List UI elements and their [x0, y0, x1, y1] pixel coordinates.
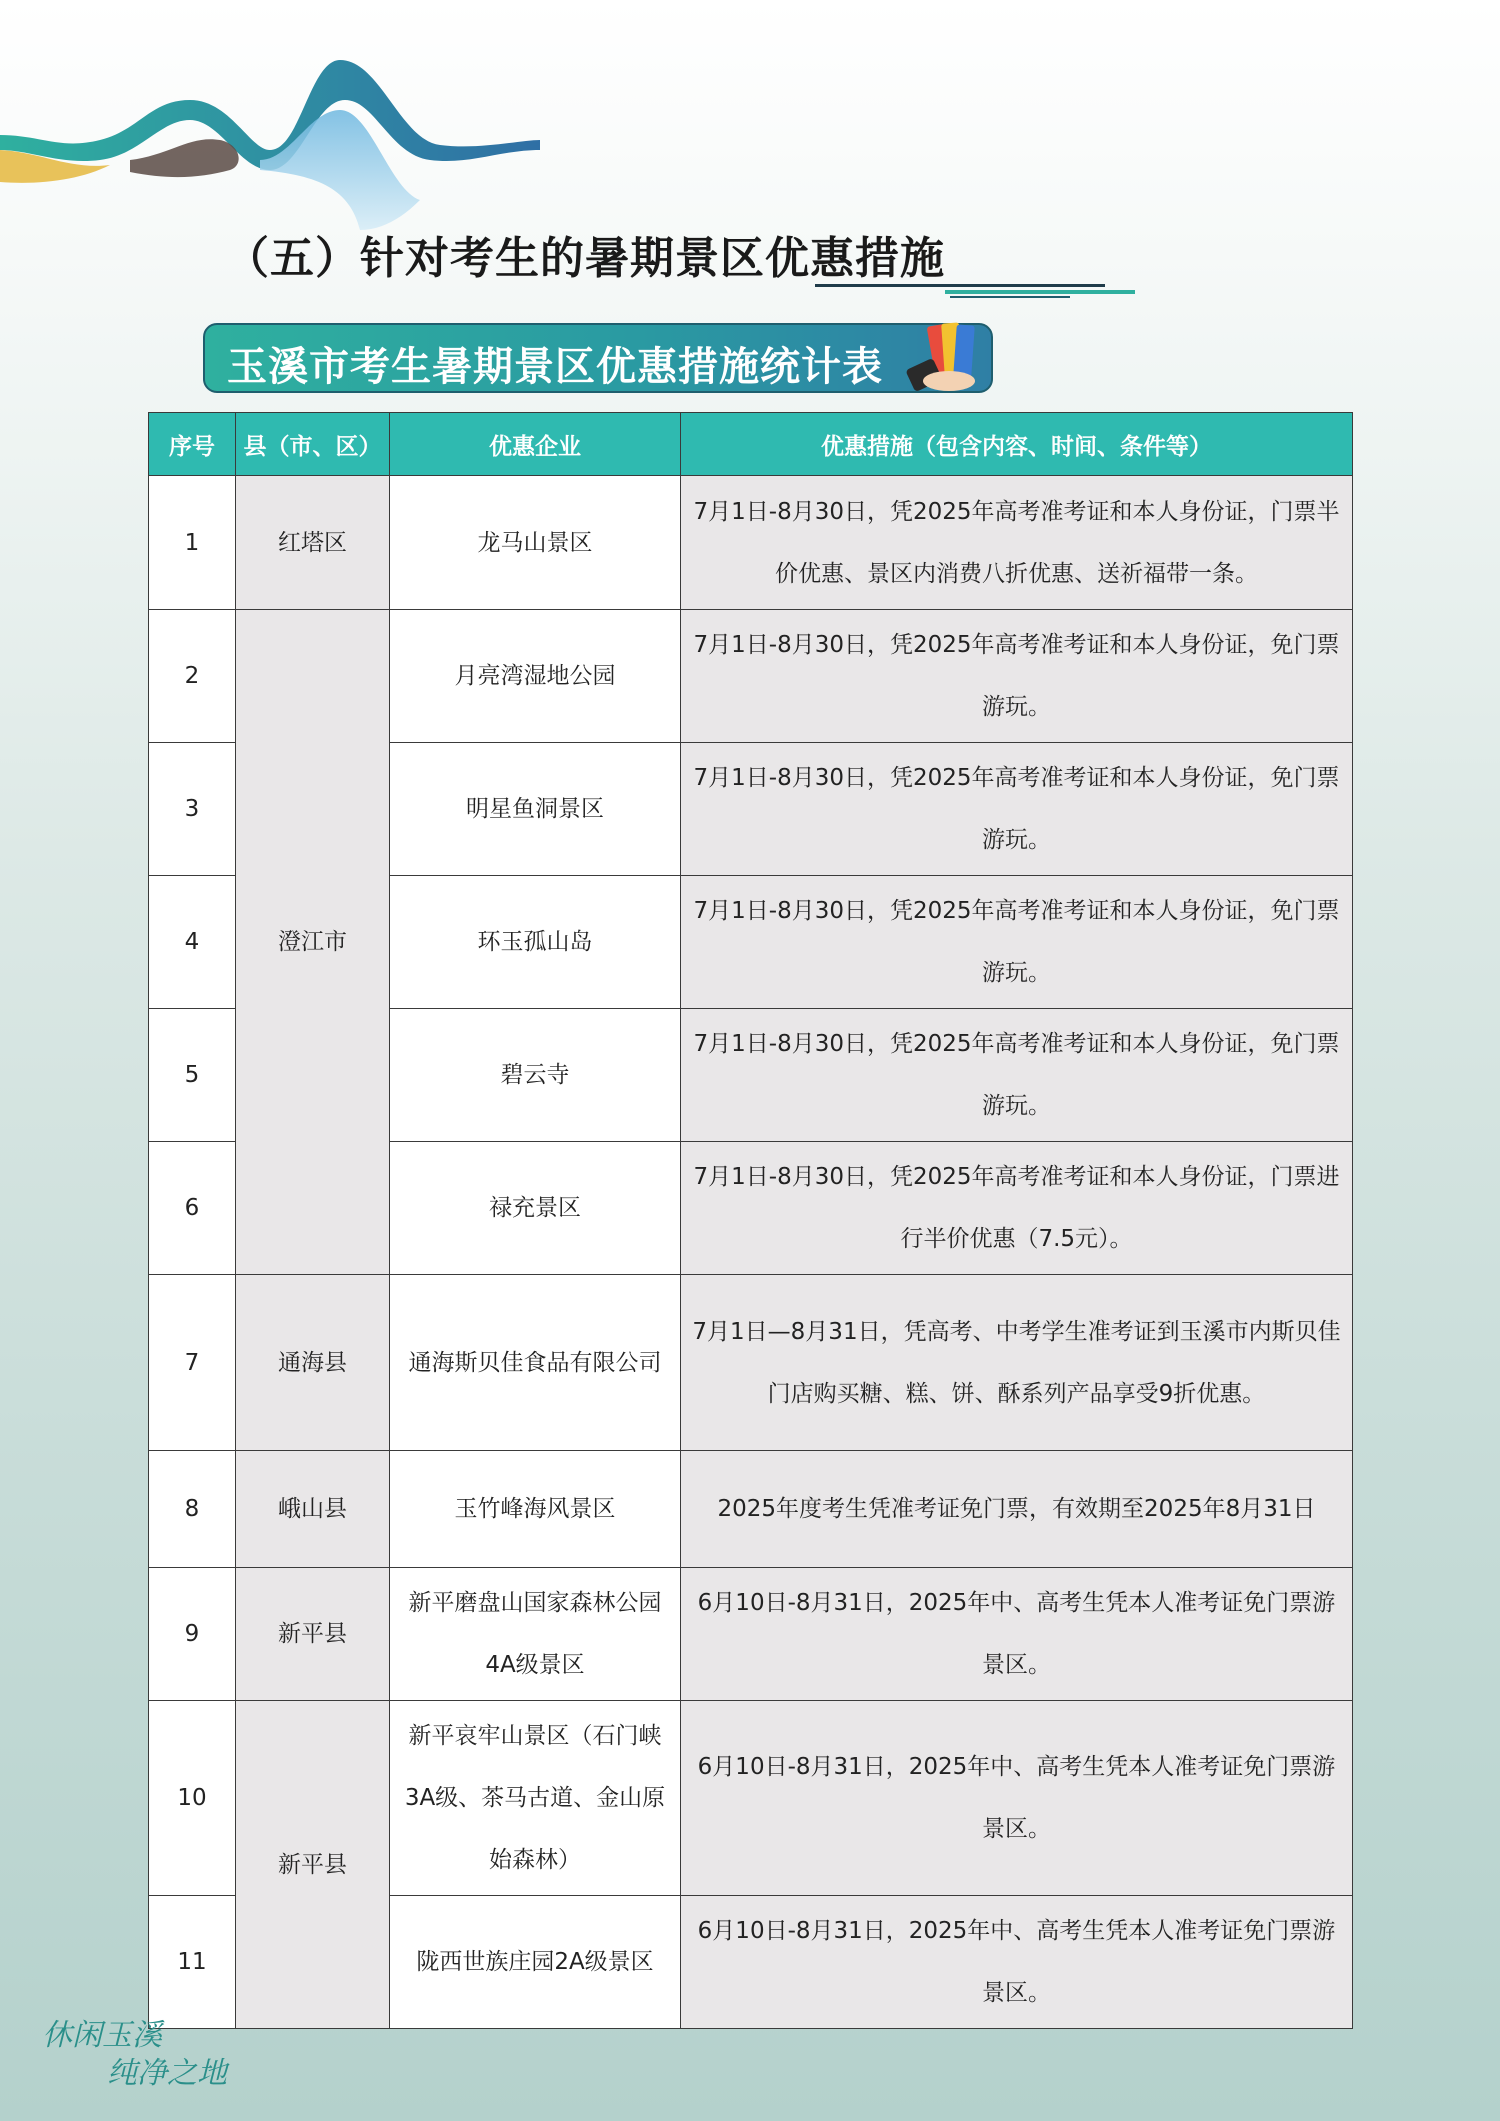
- footer-slogan-line2: 纯净之地: [107, 2056, 227, 2091]
- footer-slogan-logo: [42, 2010, 232, 2090]
- wave-decoration-icon: [0, 40, 560, 240]
- footer-slogan-line1: 休闲玉溪: [42, 2018, 162, 2053]
- row-county: 峨山县: [236, 1451, 390, 1568]
- row-enterprise: 月亮湾湿地公园: [390, 610, 681, 743]
- row-enterprise: 禄充景区: [390, 1142, 681, 1275]
- row-enterprise: 玉竹峰海风景区: [390, 1451, 681, 1568]
- row-no: 7: [149, 1275, 236, 1451]
- header-no: 序号: [149, 413, 236, 476]
- title-underline: [815, 282, 1135, 302]
- row-measure: 6月10日-8月31日，2025年中、高考生凭本人准考证免门票游景区。: [681, 1568, 1353, 1701]
- table-row: [149, 1701, 1353, 1896]
- row-measure: 7月1日-8月30日，凭2025年高考准考证和本人身份证，免门票游玩。: [681, 876, 1353, 1009]
- page-title: （五）针对考生的暑期景区优惠措施: [225, 233, 945, 284]
- table-row: [149, 476, 1353, 610]
- row-measure: 7月1日-8月30日，凭2025年高考准考证和本人身份证，门票半价优惠、景区内消费八折优惠、送祈福带一条。: [681, 476, 1353, 610]
- row-enterprise: 龙马山景区: [390, 476, 681, 610]
- row-no: 9: [149, 1568, 236, 1701]
- row-county: 澄江市: [236, 610, 390, 1275]
- row-no: 1: [149, 476, 236, 610]
- table-row: [149, 1568, 1353, 1701]
- row-enterprise: 新平哀牢山景区（石门峡3A级、茶马古道、金山原始森林）: [390, 1701, 681, 1896]
- header-measure: 优惠措施（包含内容、时间、条件等）: [681, 413, 1353, 476]
- row-enterprise: 明星鱼洞景区: [390, 743, 681, 876]
- header-county: 县（市、区）: [236, 413, 390, 476]
- row-measure: 2025年度考生凭准考证免门票，有效期至2025年8月31日: [681, 1451, 1353, 1568]
- row-enterprise: 陇西世族庄园2A级景区: [390, 1896, 681, 2029]
- table-header-row: [149, 413, 1353, 476]
- row-no: 2: [149, 610, 236, 743]
- table-row: [149, 1275, 1353, 1451]
- ticket-phone-icon: [901, 319, 981, 397]
- table-row: [149, 1451, 1353, 1568]
- row-no: 6: [149, 1142, 236, 1275]
- table-title-banner: [203, 323, 993, 393]
- row-no: 5: [149, 1009, 236, 1142]
- row-county: 红塔区: [236, 476, 390, 610]
- row-enterprise: 通海斯贝佳食品有限公司: [390, 1275, 681, 1451]
- row-no: 4: [149, 876, 236, 1009]
- row-measure: 6月10日-8月31日，2025年中、高考生凭本人准考证免门票游景区。: [681, 1896, 1353, 2029]
- row-enterprise: 环玉孤山岛: [390, 876, 681, 1009]
- row-measure: 7月1日-8月30日，凭2025年高考准考证和本人身份证，免门票游玩。: [681, 743, 1353, 876]
- row-county: 新平县: [236, 1701, 390, 2029]
- row-measure: 6月10日-8月31日，2025年中、高考生凭本人准考证免门票游景区。: [681, 1701, 1353, 1896]
- row-measure: 7月1日-8月30日，凭2025年高考准考证和本人身份证，门票进行半价优惠（7.5元）。: [681, 1142, 1353, 1275]
- header-enterprise: 优惠企业: [390, 413, 681, 476]
- banner-title: 玉溪市考生暑期景区优惠措施统计表: [227, 344, 883, 390]
- row-measure: 7月1日-8月30日，凭2025年高考准考证和本人身份证，免门票游玩。: [681, 1009, 1353, 1142]
- row-enterprise: 碧云寺: [390, 1009, 681, 1142]
- row-enterprise: 新平磨盘山国家森林公园4A级景区: [390, 1568, 681, 1701]
- discount-table: [148, 412, 1353, 2029]
- table-row: [149, 610, 1353, 743]
- row-county: 新平县: [236, 1568, 390, 1701]
- row-no: 10: [149, 1701, 236, 1896]
- row-no: 3: [149, 743, 236, 876]
- row-no: 11: [149, 1896, 236, 2029]
- row-measure: 7月1日—8月31日，凭高考、中考学生准考证到玉溪市内斯贝佳门店购买糖、糕、饼、酥系列产品享受9折优惠。: [681, 1275, 1353, 1451]
- row-measure: 7月1日-8月30日，凭2025年高考准考证和本人身份证，免门票游玩。: [681, 610, 1353, 743]
- row-county: 通海县: [236, 1275, 390, 1451]
- row-no: 8: [149, 1451, 236, 1568]
